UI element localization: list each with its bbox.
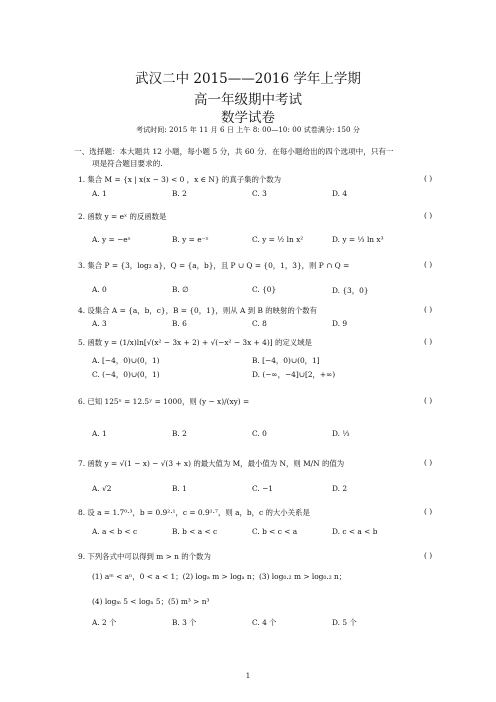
question-1-option-d: D. 4 [332, 189, 348, 198]
question-8-option-a: A. a < b < c [92, 527, 138, 536]
question-5-option-c: C. (−4，0)∪(0，1) [92, 370, 160, 379]
question-8-option-b: B. b < a < c [172, 527, 218, 536]
question-4-stem: 4. 设集合 A = {a，b，c}，B = {0，1}，则从 A 到 B 的映射的个数有 [78, 306, 317, 315]
question-6-option-a: A. 1 [92, 429, 107, 438]
question-4-option-c: C. 8 [252, 319, 267, 328]
question-2-option-d: D. y = ⅓ ln x³ [332, 235, 384, 244]
school-title: 武汉二中 2015——2016 学年上学期 [135, 71, 361, 87]
answer-paren: ( ) [424, 396, 433, 405]
question-3-option-c: C. {0} [252, 285, 277, 294]
answer-paren: ( ) [424, 260, 433, 269]
question-7-stem: 7. 函数 y = √(1 − x) − √(3 + x) 的最大值为 M，最小值为 N，则 M/N 的值为 [78, 459, 345, 468]
question-8-option-c: C. b < c < a [252, 527, 298, 536]
question-1-option-b: B. 2 [172, 189, 187, 198]
question-3-option-b: B. ∅ [172, 285, 189, 294]
section-intro-line-1: 一、选择题：本大题共 12 小题，每小题 5 分，共 60 分．在每小题给出的四个选项中，只有一 [74, 147, 394, 156]
question-2-option-c: C. y = ½ ln x² [252, 235, 304, 244]
question-8-option-d: D. c < a < b [332, 527, 378, 536]
answer-paren: ( ) [424, 174, 433, 183]
question-9-line-2: (4) logₘ 5 < logₙ 5；(5) m³ > n³ [92, 597, 210, 606]
question-6-option-c: C. 0 [252, 429, 267, 438]
question-5-stem: 5. 函数 y = (1/x)ln[√(x² − 3x + 2) + √(−x² − 3x + 4)] 的定义域是 [78, 338, 312, 347]
question-4-option-d: D. 9 [332, 319, 348, 328]
question-1-stem: 1. 集合 M = {x | x(x − 3) < 0 ，x ∈ N} 的真子集的个数为 [78, 175, 282, 184]
question-9-line-1: (1) aᵐ < aⁿ，0 < a < 1；(2) logₐ m > logₐ n；(3) log₀.₂ m > log₀.₂ n； [92, 572, 347, 581]
question-7-option-a: A. √2 [92, 484, 112, 493]
question-9-option-c: C. 4 个 [252, 618, 277, 627]
question-4-option-b: B. 6 [172, 319, 187, 328]
answer-paren: ( ) [424, 305, 433, 314]
answer-paren: ( ) [424, 211, 433, 220]
question-2-option-a: A. y = −eˣ [92, 235, 131, 244]
question-7-option-b: B. 1 [172, 484, 187, 493]
question-9-option-d: D. 5 个 [332, 618, 357, 627]
question-6-option-b: B. 2 [172, 429, 187, 438]
question-3-stem: 3. 集合 P = {3，log₂ a}，Q = {a，b}，且 P ∪ Q = {0，1，3}，则 P ∩ Q = [78, 261, 350, 270]
question-2-option-b: B. y = e⁻ˣ [172, 235, 209, 244]
question-1-option-c: C. 3 [252, 189, 267, 198]
question-2-stem: 2. 函数 y = eˣ 的反函数是 [78, 212, 167, 221]
question-9-option-a: A. 2 个 [92, 618, 117, 627]
question-9-option-b: B. 3 个 [172, 618, 197, 627]
question-6-option-d: D. ⅓ [332, 429, 350, 438]
question-5-option-a: A. [−4，0)∪(0，1) [92, 356, 160, 365]
answer-paren: ( ) [424, 337, 433, 346]
section-intro-line-2: 项是符合题目要求的. [92, 159, 163, 168]
page-number: 1 [245, 672, 251, 680]
question-5-option-b: B. [−4，0)∪(0，1] [252, 356, 320, 365]
subject-title: 数学试卷 [221, 110, 275, 126]
question-7-option-d: D. 2 [332, 484, 348, 493]
exam-info: 考试时间: 2015 年 11 月 6 日 上午 8: 00—10: 00 试卷满分: 150 分 [136, 126, 360, 134]
question-9-stem: 9. 下列各式中可以得到 m > n 的个数为 [78, 552, 211, 561]
answer-paren: ( ) [424, 458, 433, 467]
question-8-stem: 8. 设 a = 1.7⁰·³，b = 0.9²·¹，c = 0.9¹·⁷，则 a，b，c 的大小关系是 [78, 508, 310, 517]
answer-paren: ( ) [424, 551, 433, 560]
exam-title: 高一年级期中考试 [194, 92, 302, 108]
question-6-stem: 6. 已知 125ˣ = 12.5ʸ = 1000，则 (y − x)/(xy) = [78, 397, 250, 406]
question-3-option-d: D. {3，0} [332, 286, 369, 295]
answer-paren: ( ) [424, 507, 433, 516]
question-3-option-a: A. 0 [92, 285, 107, 294]
question-4-option-a: A. 3 [92, 319, 107, 328]
question-7-option-c: C. −1 [252, 484, 273, 493]
question-5-option-d: D. (−∞，−4]∪[2，+∞) [252, 370, 336, 379]
question-1-option-a: A. 1 [92, 189, 107, 198]
